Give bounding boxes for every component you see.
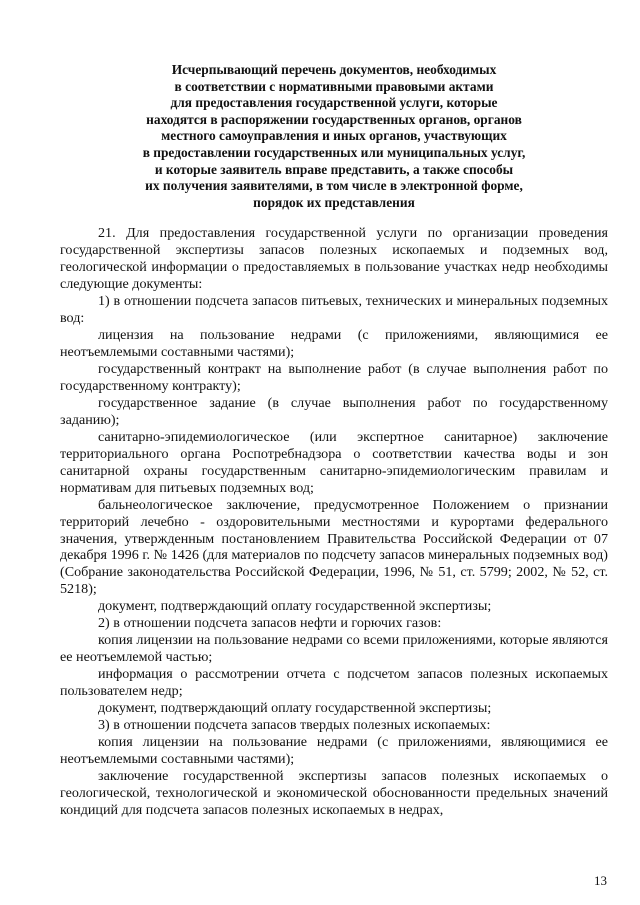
heading-line: их получения заявителями, в том числе в электронной форме, [145,178,523,194]
heading-line: местного самоуправления и иных органов, участвующих [161,128,507,144]
paragraph: лицензия на пользование недрами (с приложениями, являющимися ее неотъемлемыми составными частями); [60,327,608,361]
heading-line: Исчерпывающий перечень документов, необходимых [171,62,497,77]
paragraph: 2) в отношении подсчета запасов нефти и горючих газов: [98,615,442,632]
section-heading [60,62,608,211]
page-number: 13 [594,873,607,888]
heading-line: в предоставлении государственных или муниципальных услуг, [142,144,526,160]
paragraph: государственный контракт на выполнение работ (в случае выполнения работ по государственному контракту); [60,360,608,394]
paragraph: документ, подтверждающий оплату государственной экспертизы; [98,700,492,717]
paragraph: копия лицензии на пользование недрами (с приложениями, являющимися ее неотъемлемыми составными частями); [60,733,608,767]
heading-line: для предоставления государственной услуги, которые [170,95,498,111]
paragraph: 3) в отношении подсчета запасов твердых полезных ископаемых: [98,716,491,733]
paragraph: 1) в отношении подсчета запасов питьевых, технических и минеральных подземных вод: [60,293,608,327]
paragraph: санитарно-эпидемиологическое (или экспертное санитарное) заключение территориального органа Роспотребнадзора о соответствии качества воды и зон санитарной охраны государственным санитарно-эпидемиологическим правилам и нормативам для питьевых подземных вод; [60,428,608,496]
body-text [60,225,608,818]
paragraph: копия лицензии на пользование недрами со всеми приложениями, которые являются ее неотъемлемой частью; [60,632,608,666]
paragraph: документ, подтверждающий оплату государственной экспертизы; [98,598,492,615]
heading-line: порядок их представления [253,194,415,210]
heading-line: в соответствии с нормативными правовыми актами [174,78,494,94]
paragraph: 21. Для предоставления государственной услуги по организации проведения государственной экспертизы запасов полезных ископаемых и подземных вод, геологической информации о предоставляемых в пользование участках недр необходимы следующие документы: [60,225,608,293]
paragraph: бальнеологическое заключение, предусмотренное Положением о признании территорий лечебно - оздоровительными местностями и курортами федерального значения, утвержденным постановлением Правительства Российской Федерации от 07 декабря 1996 г. № 1426 (для материалов по подсчету запасов минеральных подземных вод) (Собрание законодательства Российской Федерации, 1996, № 51, ст. 5799; 2002, № 52, ст. 5218); [60,496,608,598]
document-page [60,62,608,819]
heading-line: и которые заявитель вправе представить, а также способы [154,161,514,177]
heading-line: находятся в распоряжении государственных органов, органов [146,111,522,127]
paragraph: заключение государственной экспертизы запасов полезных ископаемых о геологической, технологической и экономической обоснованности предельных значений кондиций для подсчета запасов полезных ископаемых в недрах, [60,767,608,818]
paragraph: государственное задание (в случае выполнения работ по государственному заданию); [60,394,608,428]
paragraph: информация о рассмотрении отчета с подсчетом запасов полезных ископаемых пользователем недр; [60,666,608,700]
